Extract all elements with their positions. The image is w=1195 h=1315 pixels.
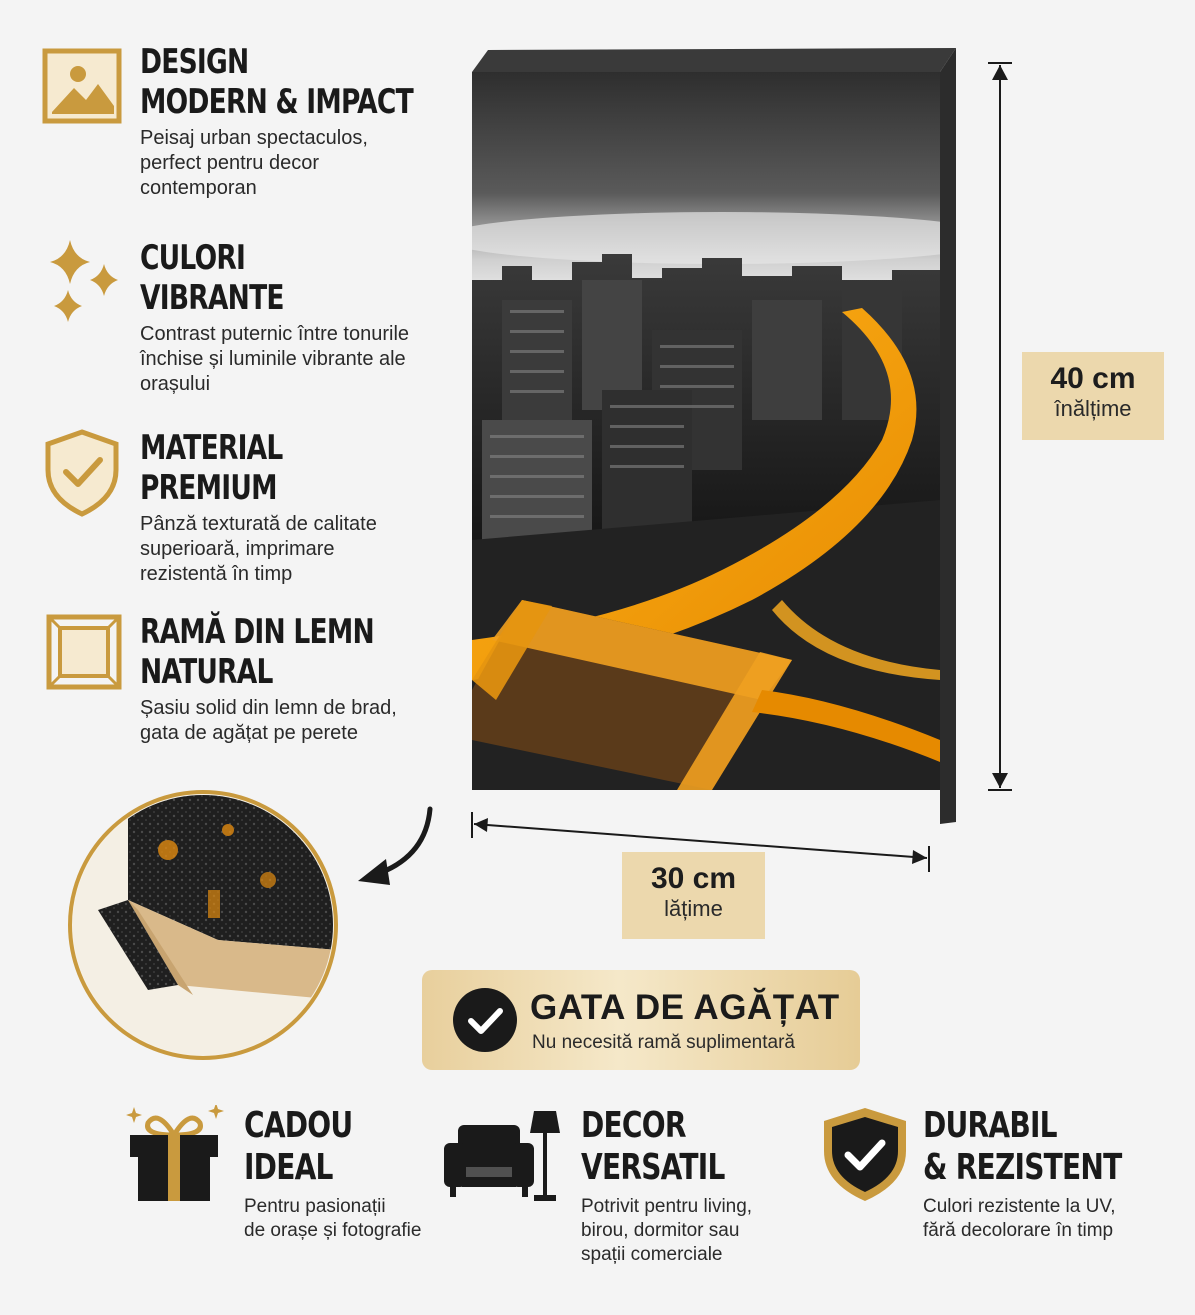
feature-title-line2: & REZISTENT (923, 1147, 1122, 1188)
feature-description-line1: Pentru pasionații (244, 1196, 386, 1217)
feature-durable (820, 1105, 1160, 1255)
feature-title-line1: CADOU (244, 1105, 353, 1146)
ready-subtitle: Nu necesită ramă suplimentară (532, 1032, 795, 1053)
feature-title-line2: PREMIUM (140, 468, 277, 508)
ready-to-hang-badge (422, 970, 860, 1070)
sparkles-icon (48, 238, 132, 322)
shield-check-dark-icon (820, 1105, 910, 1205)
height-value: 40 cm (1050, 362, 1136, 395)
feature-description-line2: de orașe și fotografie (244, 1220, 422, 1241)
feature-description: Pânză texturată de calitate superioară, imprimare rezistentă în timp (140, 513, 377, 585)
width-label: lățime (664, 896, 723, 921)
feature-colors (40, 238, 440, 408)
feature-frame (40, 612, 440, 752)
image-icon (42, 48, 126, 132)
height-tag (1022, 352, 1164, 440)
feature-description-line2: fără decolorare în timp (923, 1220, 1114, 1241)
feature-description: Contrast puternic între tonurile închise și luminile vibrante ale orașului (140, 323, 410, 395)
check-circle-icon (452, 987, 518, 1053)
feature-title-line2: IDEAL (244, 1147, 333, 1188)
feature-title-line2: VERSATIL (581, 1147, 725, 1188)
corner-detail-zoom (68, 790, 338, 1060)
shield-check-icon (42, 428, 126, 512)
height-dimension-line (980, 60, 1020, 795)
feature-design (40, 42, 440, 217)
feature-description: Peisaj urban spectaculos, perfect pentru decor contemporan (140, 127, 368, 199)
canvas-artwork (462, 40, 972, 840)
feature-title-line1: DECOR (581, 1105, 686, 1146)
feature-description-line2: birou, dormitor sau (581, 1220, 740, 1241)
curved-arrow-icon (350, 805, 440, 890)
feature-title-line1: DESIGN (140, 42, 249, 82)
feature-title-line2: VIBRANTE (140, 278, 284, 318)
feature-title-line2: MODERN & IMPACT (140, 82, 413, 122)
feature-gift (118, 1105, 448, 1255)
feature-description: Șasiu solid din lemn de brad, gata de agățat pe perete (140, 697, 397, 744)
feature-title-line1: CULORI (140, 238, 246, 278)
feature-title-line2: NATURAL (140, 652, 273, 692)
ready-title: GATA DE AGĂȚAT (530, 988, 840, 1027)
height-label: înălțime (1054, 396, 1132, 421)
feature-description-line1: Potrivit pentru living, (581, 1196, 753, 1217)
width-value: 30 cm (650, 862, 737, 895)
feature-description-line1: Culori rezistente la UV, (923, 1196, 1116, 1217)
feature-title-line1: RAMĂ DIN LEMN (140, 612, 374, 652)
armchair-lamp-icon (444, 1111, 562, 1203)
width-tag (622, 852, 765, 939)
feature-title-line1: DURABIL (923, 1105, 1057, 1146)
feature-decor (444, 1105, 784, 1265)
feature-description-line3: spații comerciale (581, 1244, 723, 1265)
frame-icon (46, 614, 130, 698)
feature-material (40, 428, 440, 598)
feature-title-line1: MATERIAL (140, 428, 283, 468)
gift-icon (118, 1105, 230, 1205)
